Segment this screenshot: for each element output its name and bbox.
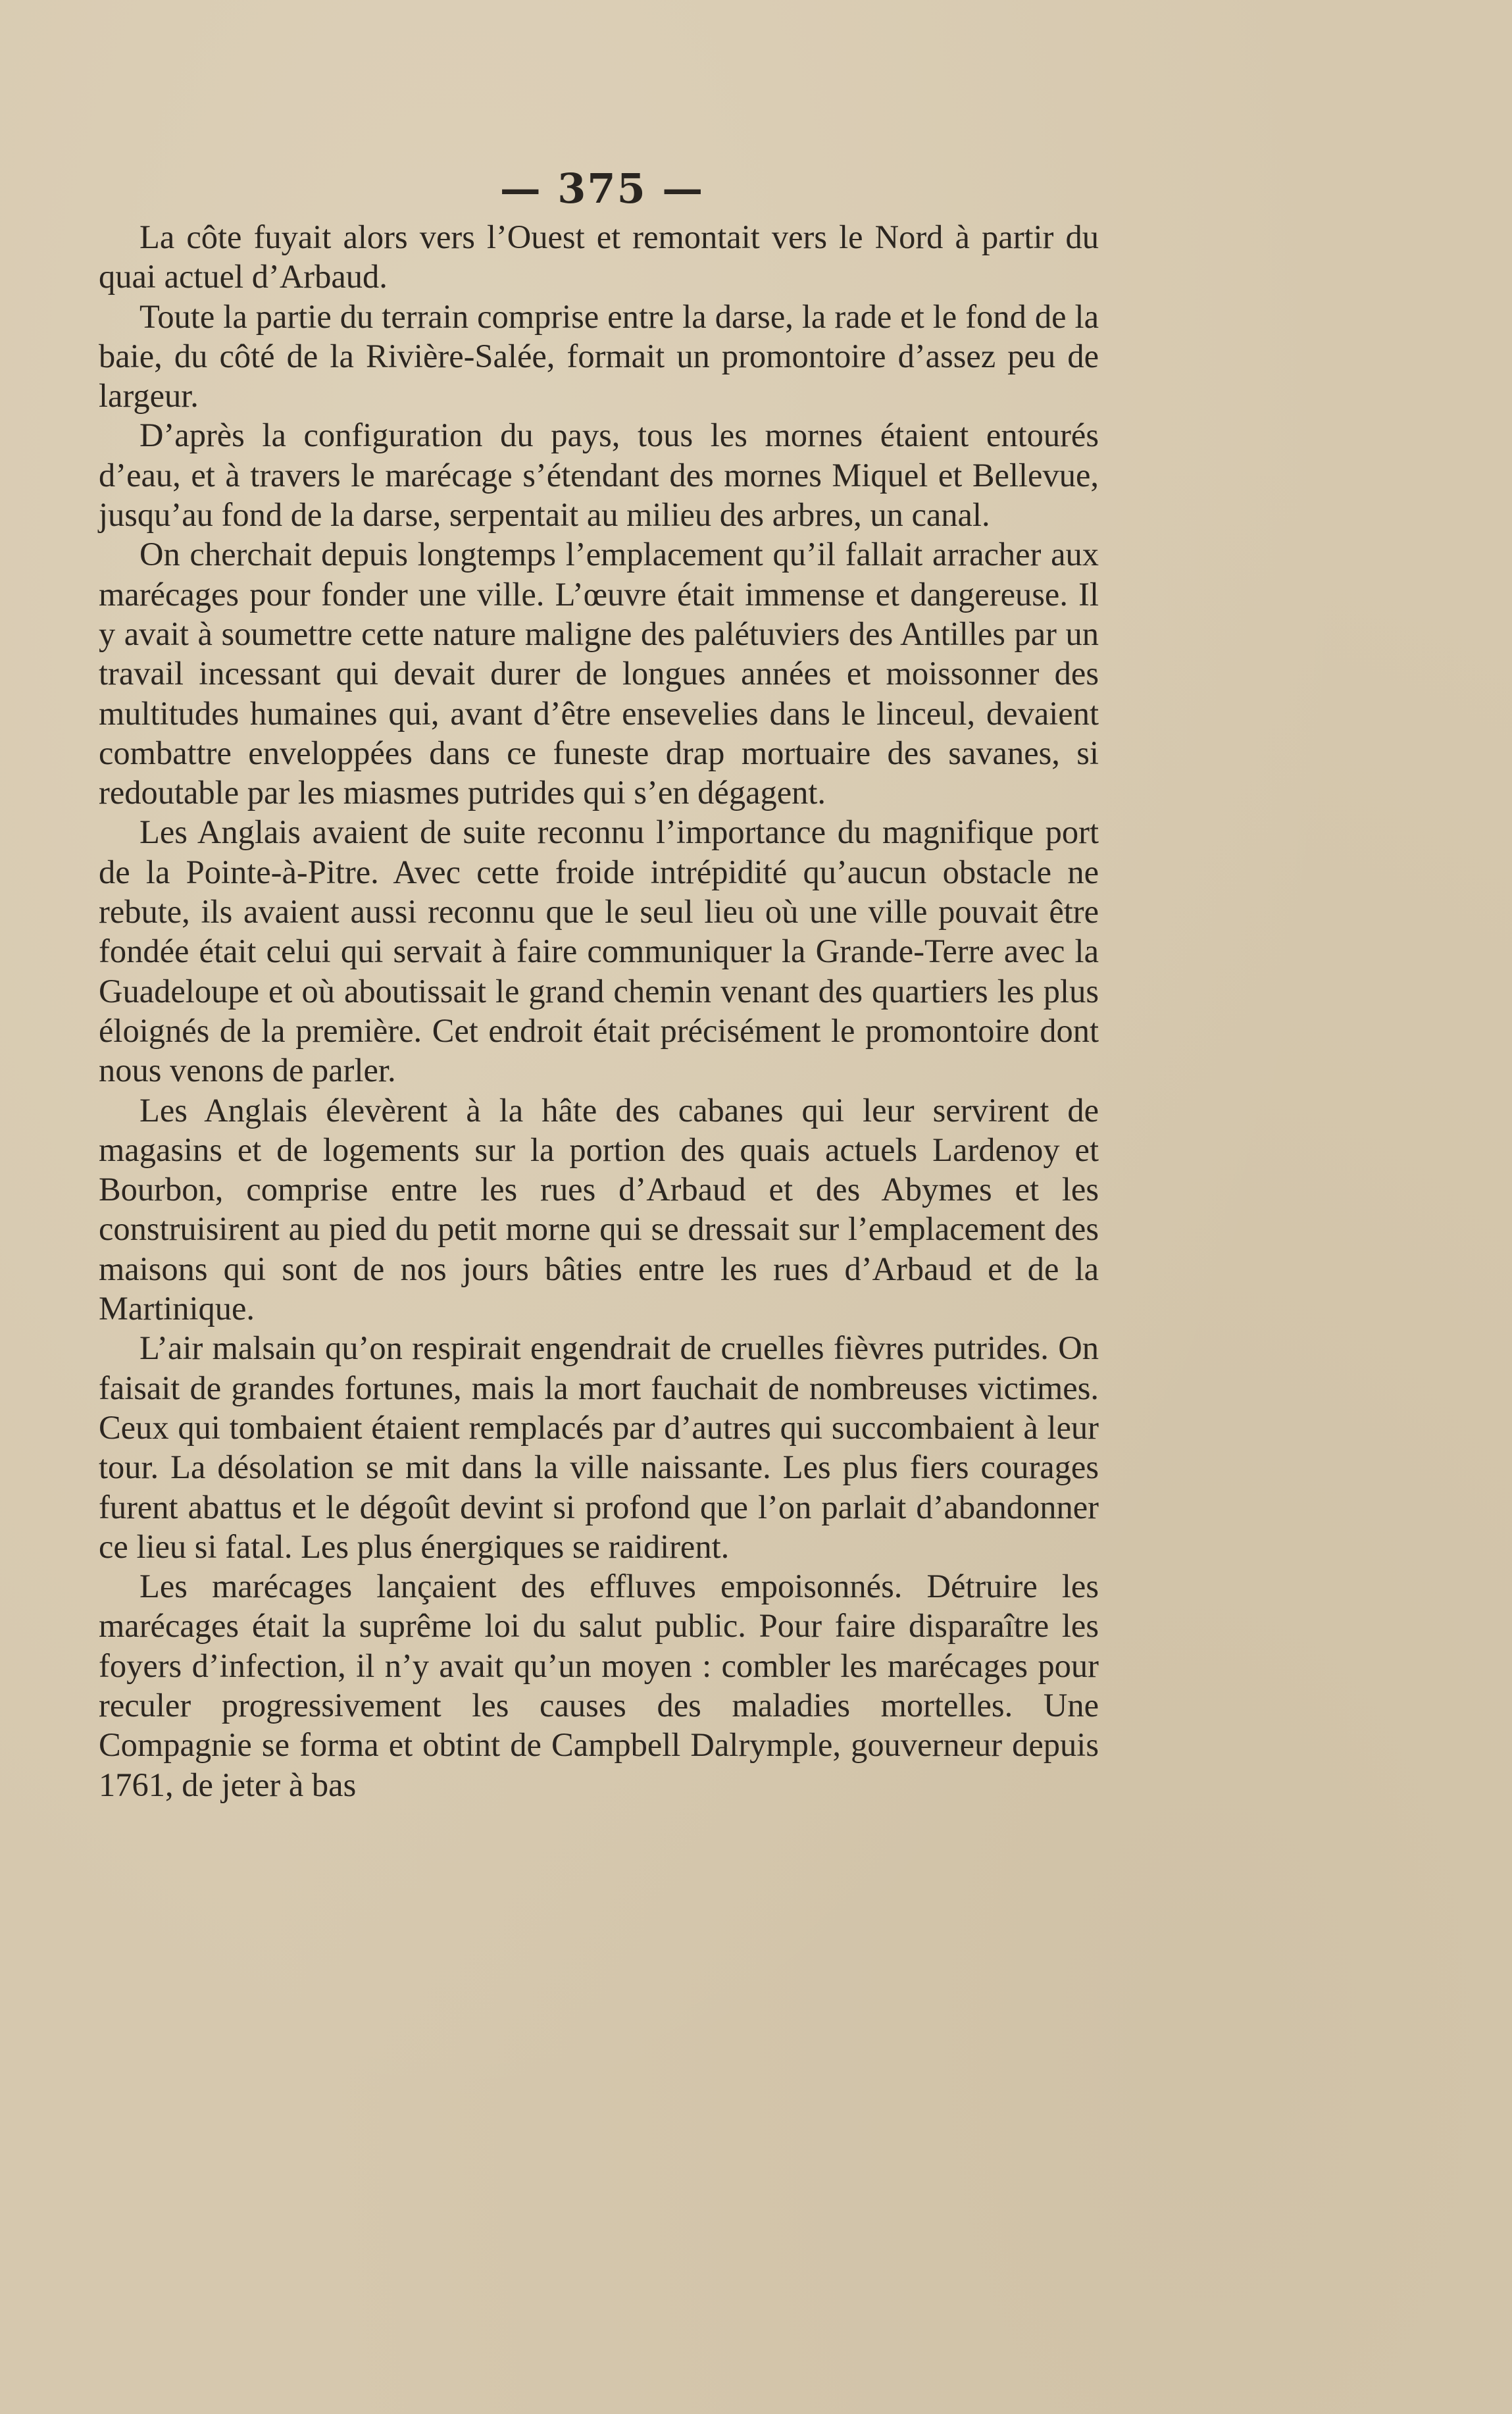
paragraph: Les Anglais élevèrent à la hâte des cabanes qui leur servirent de magasins et de logements sur la portion des quais actuels Lardenoy et Bourbon, comprise entre les rues d’Arbaud et des Abymes et les construisirent au pied du petit morne qui se dressait sur l’emplacement des maisons qui sont de nos jours bâties entre les rues d’Arbaud et de la Martinique. [99,1091,1099,1327]
page-number: — 375 — [499,165,705,213]
paragraph: La côte fuyait alors vers l’Ouest et remontait vers le Nord à partir du quai actuel d’Arbaud. [99,218,1099,295]
paragraph: On cherchait depuis longtemps l’emplacement qu’il fallait arracher aux marécages pour fonder une ville. L’œuvre était immense et dangereuse. Il y avait à soumettre cette nature maligne des palétuviers des Antilles par un travail incessant qui devait durer de longues années et moissonner des multitudes humaines qui, avant d’être ensevelies dans le linceul, devaient combattre enveloppées dans ce funeste drap mortuaire des savanes, si redoutable par les miasmes putrides qui s’en dégagent. [99,536,1099,811]
paragraph: Les marécages lançaient des effluves empoisonnés. Détruire les marécages était la suprême loi du salut public. Pour faire disparaître les foyers d’infection, il n’y avait qu’un moyen : combler les marécages pour reculer progressivement les causes des maladies mortelles. Une Compagnie se forma et obtint de Campbell Dalrymple, gouverneur depuis 1761, de jeter à bas [99,1568,1099,1803]
paragraph: Toute la partie du terrain comprise entre la darse, la rade et le fond de la baie, du côté de la Rivière-Salée, formait un promontoire d’assez peu de largeur. [99,297,1099,415]
paragraph: L’air malsain qu’on respirait engendrait de cruelles fièvres putrides. On faisait de grandes fortunes, mais la mort fauchait de nombreuses victimes. Ceux qui tombaient étaient remplacés par d’autres qui succombaient à leur tour. La désolation se mit dans la ville naissante. Les plus fiers courages furent abattus et le dégoût devint si profond que l’on parlait d’abandonner ce lieu si fatal. Les plus énergiques se raidirent. [99,1329,1099,1565]
body-text [99,217,1099,1805]
paragraph: Les Anglais avaient de suite reconnu l’importance du magnifique port de la Pointe-à-Pitre. Avec cette froide intrépidité qu’aucun obstacle ne rebute, ils avaient aussi reconnu que le seul lieu où une ville pouvait être fondée était celui qui servait à faire communiquer la Grande-Terre avec la Guadeloupe et où aboutissait le grand chemin venant des quartiers les plus éloignés de la première. Cet endroit était précisément le promontoire dont nous venons de parler. [99,813,1099,1089]
paragraph: D’après la configuration du pays, tous les mornes étaient entourés d’eau, et à travers le marécage s’étendant des mornes Miquel et Bellevue, jusqu’au fond de la darse, serpentait au milieu des arbres, un canal. [99,417,1099,534]
